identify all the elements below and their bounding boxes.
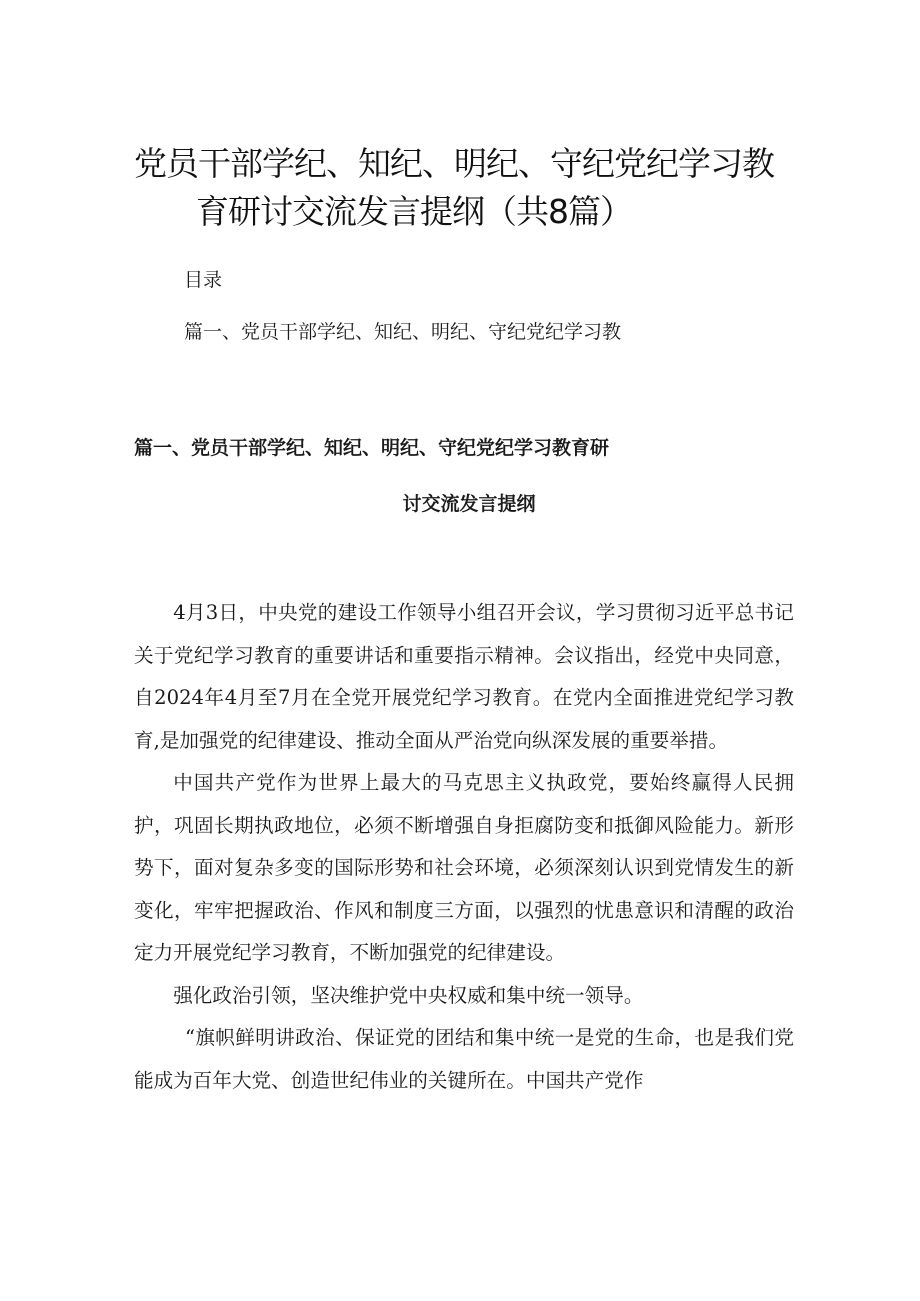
document-title: [134, 140, 794, 236]
toc-heading: 目录: [184, 269, 223, 291]
section-title-line-2: 讨交流发言提纲: [402, 493, 536, 515]
section-title-line-1: 篇一、党员干部学纪、知纪、明纪、守纪党纪学习教育研: [134, 437, 610, 459]
paragraph: 中国共产党作为世界上最大的马克思主义执政党，要始终赢得人民拥护，巩固长期执政地位，必须不断增强自身拒腐防变和抵御风险能力。新形势下，面对复杂多变的国际形势和社会环境，必须深刻认识到党情发生的新变化，牢牢把握政治、作风和制度三方面，以强烈的忧患意识和清醒的政治定力开展党纪学习教育，不断加强党的纪律建设。: [134, 771, 794, 964]
toc-item[interactable]: 篇一、党员干部学纪、知纪、明纪、守纪党纪学习教: [184, 321, 622, 343]
title-line-2: 育研讨交流发言提纲（共8篇）: [196, 192, 632, 231]
title-line-1: 党员干部学纪、知纪、明纪、守纪党纪学习教: [134, 144, 774, 183]
body-text: [134, 592, 794, 1102]
paragraph: 4月3日，中央党的建设工作领导小组召开会议，学习贯彻习近平总书记关于党纪学习教育的重要讲话和重要指示精神。会议指出，经党中央同意，自2024年4月至7月在全党开展党纪学习教育。在党内全面推进党纪学习教育,是加强党的纪律建设、推动全面从严治党向纵深发展的重要举措。: [134, 601, 794, 752]
section-title: [134, 434, 784, 518]
paragraph: “旗帜鲜明讲政治、保证党的团结和集中统一是党的生命，也是我们党能成为百年大党、创造世纪伟业的关键所在。中国共产党作: [134, 1026, 794, 1092]
paragraph: 强化政治引领，坚决维护党中央权威和集中统一领导。: [173, 983, 644, 1007]
